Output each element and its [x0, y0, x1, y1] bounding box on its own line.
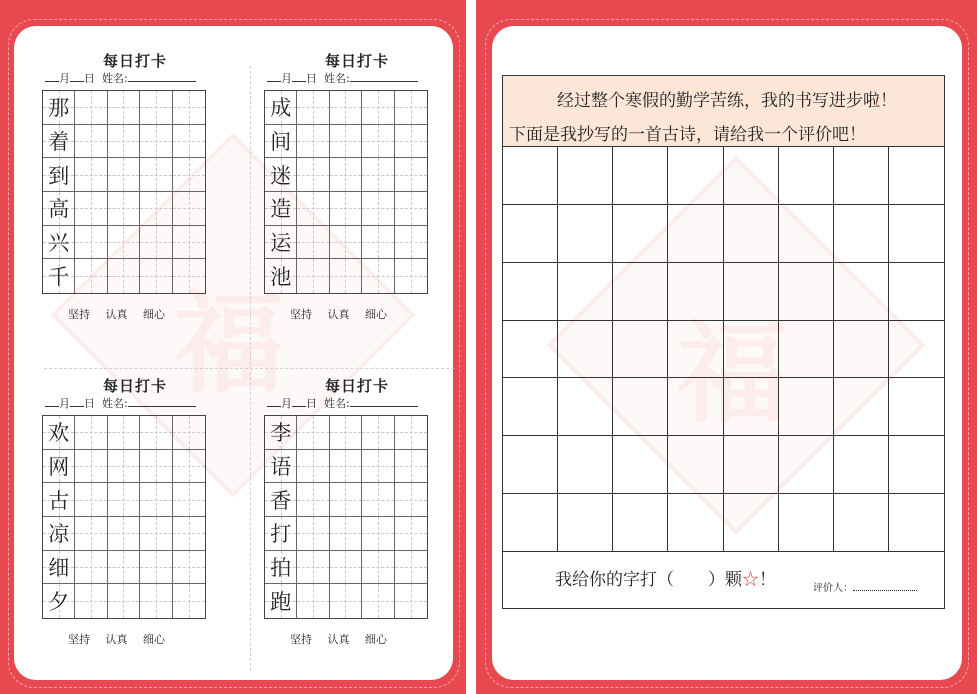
grid-cell[interactable]: [503, 494, 558, 552]
model-character: 细: [48, 555, 70, 580]
grid-cell[interactable]: [724, 321, 779, 379]
model-character: 打: [270, 522, 292, 547]
sheet-title: 每日打卡: [324, 52, 389, 70]
grid-cell[interactable]: [140, 551, 172, 585]
grid-cell[interactable]: [834, 321, 889, 379]
grid-cell[interactable]: [173, 91, 205, 125]
grid-cell[interactable]: [75, 125, 107, 159]
date-name-line: [45, 70, 196, 86]
rating-prefix: 我给你的字打（ ）颗: [555, 570, 742, 590]
reviewer-blank[interactable]: [853, 582, 917, 591]
model-character: 间: [270, 129, 292, 154]
grid-cell[interactable]: [779, 263, 834, 321]
grid-cell[interactable]: [362, 551, 394, 585]
motto: 坚持 认真 细心: [290, 633, 387, 646]
day-blank[interactable]: [70, 396, 84, 407]
month-label: 月: [281, 72, 292, 85]
day-label: 日: [84, 397, 95, 410]
motto: 坚持 认真 细心: [68, 633, 165, 646]
grid-cell[interactable]: [558, 378, 613, 436]
grid-cell[interactable]: [140, 158, 172, 192]
grid-cell[interactable]: [558, 263, 613, 321]
grid-cell: [43, 259, 75, 293]
grid-cell[interactable]: [330, 91, 362, 125]
grid-cell[interactable]: [834, 147, 889, 205]
grid-cell: [43, 192, 75, 226]
grid-cell[interactable]: [140, 125, 172, 159]
grid-cell[interactable]: [668, 147, 723, 205]
grid-cell[interactable]: [173, 584, 205, 618]
grid-cell[interactable]: [330, 483, 362, 517]
tianzige-grid: [264, 415, 428, 619]
grid-cell[interactable]: [503, 378, 558, 436]
grid-cell[interactable]: [330, 517, 362, 551]
model-character: 古: [48, 488, 70, 513]
grid-cell[interactable]: [558, 321, 613, 379]
day-blank[interactable]: [292, 396, 306, 407]
grid-cell: [265, 416, 297, 450]
grid-cell[interactable]: [889, 321, 944, 379]
grid-cell[interactable]: [362, 259, 394, 293]
grid-cell[interactable]: [724, 378, 779, 436]
grid-cell: [43, 517, 75, 551]
rating-text: [555, 565, 776, 590]
reviewer-field[interactable]: [813, 579, 917, 594]
grid-cell[interactable]: [724, 205, 779, 263]
model-character: 成: [270, 96, 292, 121]
model-character: 那: [48, 96, 70, 121]
grid-cell[interactable]: [362, 91, 394, 125]
date-name-line: [267, 70, 418, 86]
grid-cell[interactable]: [173, 551, 205, 585]
month-blank[interactable]: [45, 396, 59, 407]
grid-cell[interactable]: [173, 192, 205, 226]
grid-cell: [265, 584, 297, 618]
grid-cell[interactable]: [395, 416, 427, 450]
grid-cell[interactable]: [75, 450, 107, 484]
grid-cell[interactable]: [75, 192, 107, 226]
grid-cell: [265, 158, 297, 192]
model-character: 拍: [270, 555, 292, 580]
grid-cell[interactable]: [613, 321, 668, 379]
month-blank[interactable]: [267, 396, 281, 407]
grid-cell[interactable]: [395, 483, 427, 517]
grid-cell[interactable]: [558, 147, 613, 205]
grid-cell[interactable]: [613, 436, 668, 494]
grid-cell[interactable]: [503, 436, 558, 494]
name-label: 姓名:: [324, 72, 350, 85]
model-character: 千: [48, 265, 70, 290]
day-label: 日: [306, 72, 317, 85]
grid-cell[interactable]: [889, 378, 944, 436]
grid-cell[interactable]: [108, 259, 140, 293]
grid-cell[interactable]: [173, 483, 205, 517]
grid-cell[interactable]: [613, 205, 668, 263]
grid-cell[interactable]: [75, 551, 107, 585]
grid-cell[interactable]: [779, 436, 834, 494]
grid-cell[interactable]: [668, 263, 723, 321]
day-blank[interactable]: [292, 71, 306, 82]
grid-cell[interactable]: [297, 517, 329, 551]
name-label: 姓名:: [102, 72, 128, 85]
grid-cell[interactable]: [503, 263, 558, 321]
grid-cell[interactable]: [362, 192, 394, 226]
grid-cell[interactable]: [613, 147, 668, 205]
grid-cell[interactable]: [108, 551, 140, 585]
grid-cell[interactable]: [297, 192, 329, 226]
grid-cell[interactable]: [75, 158, 107, 192]
grid-cell[interactable]: [330, 450, 362, 484]
grid-cell[interactable]: [173, 450, 205, 484]
name-blank[interactable]: [350, 71, 418, 82]
composition-box: [502, 75, 945, 609]
grid-cell[interactable]: [297, 259, 329, 293]
fu-watermark-glyph: 福: [174, 279, 284, 408]
grid-cell[interactable]: [75, 91, 107, 125]
grid-cell[interactable]: [140, 192, 172, 226]
grid-cell[interactable]: [297, 450, 329, 484]
tianzige-grid: [42, 90, 206, 294]
grid-cell[interactable]: [668, 494, 723, 552]
grid-cell: [43, 125, 75, 159]
model-character: 跑: [270, 590, 292, 615]
model-character: 香: [270, 488, 292, 513]
grid-cell[interactable]: [362, 125, 394, 159]
model-character: 李: [270, 421, 292, 446]
grid-cell[interactable]: [173, 125, 205, 159]
grid-cell[interactable]: [503, 321, 558, 379]
grid-cell[interactable]: [779, 494, 834, 552]
grid-cell[interactable]: [395, 450, 427, 484]
grid-cell[interactable]: [834, 436, 889, 494]
grid-cell: [265, 517, 297, 551]
grid-cell[interactable]: [75, 517, 107, 551]
model-character: 夕: [48, 590, 70, 615]
grid-cell[interactable]: [297, 125, 329, 159]
month-label: 月: [59, 72, 70, 85]
motto: 坚持 认真 细心: [290, 308, 387, 321]
grid-cell: [43, 91, 75, 125]
month-blank[interactable]: [267, 71, 281, 82]
grid-cell[interactable]: [362, 416, 394, 450]
model-character: 高: [48, 197, 70, 222]
grid-cell: [43, 551, 75, 585]
grid-cell[interactable]: [395, 551, 427, 585]
model-character: 语: [270, 454, 292, 479]
model-character: 运: [270, 230, 292, 255]
grid-cell[interactable]: [668, 378, 723, 436]
model-character: 到: [48, 163, 70, 188]
grid-cell[interactable]: [297, 584, 329, 618]
grid-cell[interactable]: [297, 226, 329, 260]
grid-cell[interactable]: [395, 517, 427, 551]
date-name-line: [267, 395, 418, 411]
grid-cell[interactable]: [668, 205, 723, 263]
grid-cell[interactable]: [75, 226, 107, 260]
tianzige-grid: [42, 415, 206, 619]
grid-cell[interactable]: [173, 158, 205, 192]
grid-cell[interactable]: [395, 125, 427, 159]
model-character: 欢: [48, 421, 70, 446]
name-label: 姓名:: [102, 397, 128, 410]
grid-cell[interactable]: [173, 416, 205, 450]
grid-cell[interactable]: [108, 416, 140, 450]
grid-cell[interactable]: [613, 378, 668, 436]
grid-cell: [43, 450, 75, 484]
grid-cell[interactable]: [613, 494, 668, 552]
writing-grid: [503, 147, 944, 552]
grid-cell: [43, 416, 75, 450]
composition-header: [503, 76, 944, 147]
sheet-title: 每日打卡: [102, 377, 167, 395]
grid-cell[interactable]: [834, 205, 889, 263]
sheet-title: 每日打卡: [102, 52, 167, 70]
name-blank[interactable]: [128, 396, 196, 407]
grid-cell[interactable]: [140, 91, 172, 125]
day-blank[interactable]: [70, 71, 84, 82]
grid-cell[interactable]: [362, 226, 394, 260]
model-character: 迷: [270, 163, 292, 188]
grid-cell[interactable]: [330, 551, 362, 585]
grid-cell[interactable]: [362, 450, 394, 484]
name-blank[interactable]: [128, 71, 196, 82]
grid-cell[interactable]: [140, 517, 172, 551]
month-label: 月: [59, 397, 70, 410]
model-character: 造: [270, 197, 292, 222]
grid-cell: [265, 450, 297, 484]
grid-cell[interactable]: [297, 416, 329, 450]
grid-cell[interactable]: [834, 494, 889, 552]
grid-cell[interactable]: [362, 584, 394, 618]
grid-cell[interactable]: [395, 226, 427, 260]
grid-cell[interactable]: [558, 205, 613, 263]
month-label: 月: [281, 397, 292, 410]
grid-cell[interactable]: [108, 158, 140, 192]
grid-cell[interactable]: [724, 263, 779, 321]
grid-cell[interactable]: [108, 125, 140, 159]
model-character: 兴: [48, 230, 70, 255]
grid-cell[interactable]: [330, 158, 362, 192]
grid-cell[interactable]: [140, 483, 172, 517]
grid-cell[interactable]: [395, 91, 427, 125]
grid-cell[interactable]: [140, 226, 172, 260]
grid-cell: [265, 483, 297, 517]
grid-cell[interactable]: [140, 416, 172, 450]
header-line-1: 经过整个寒假的勤学苦练，我的书写进步啦！: [557, 91, 897, 111]
grid-cell: [43, 158, 75, 192]
grid-cell[interactable]: [558, 494, 613, 552]
day-label: 日: [306, 397, 317, 410]
grid-cell[interactable]: [779, 378, 834, 436]
grid-cell[interactable]: [140, 584, 172, 618]
model-character: 网: [48, 454, 70, 479]
grid-cell[interactable]: [75, 584, 107, 618]
grid-cell: [265, 192, 297, 226]
grid-cell[interactable]: [330, 192, 362, 226]
grid-cell[interactable]: [613, 263, 668, 321]
date-name-line: [45, 395, 196, 411]
grid-cell[interactable]: [889, 205, 944, 263]
grid-cell[interactable]: [108, 192, 140, 226]
fu-watermark-glyph: 福: [677, 309, 787, 438]
grid-cell: [265, 259, 297, 293]
grid-cell: [265, 91, 297, 125]
grid-cell[interactable]: [330, 416, 362, 450]
grid-cell[interactable]: [834, 378, 889, 436]
grid-cell[interactable]: [297, 158, 329, 192]
grid-cell[interactable]: [724, 494, 779, 552]
grid-cell[interactable]: [362, 483, 394, 517]
grid-cell[interactable]: [362, 158, 394, 192]
motto: 坚持 认真 细心: [68, 308, 165, 321]
header-line-2: 下面是我抄写的一首古诗，请给我一个评价吧！: [509, 125, 866, 145]
grid-cell[interactable]: [108, 450, 140, 484]
model-character: 着: [48, 129, 70, 154]
grid-cell[interactable]: [75, 483, 107, 517]
grid-cell: [43, 226, 75, 260]
grid-cell[interactable]: [668, 436, 723, 494]
sheet-title: 每日打卡: [324, 377, 389, 395]
grid-cell[interactable]: [330, 125, 362, 159]
grid-cell: [265, 551, 297, 585]
grid-cell[interactable]: [108, 91, 140, 125]
grid-cell[interactable]: [330, 226, 362, 260]
grid-cell[interactable]: [297, 483, 329, 517]
grid-cell[interactable]: [173, 517, 205, 551]
day-label: 日: [84, 72, 95, 85]
fold-line-horizontal: [44, 368, 454, 369]
grid-cell: [43, 584, 75, 618]
grid-cell[interactable]: [395, 584, 427, 618]
grid-cell[interactable]: [173, 226, 205, 260]
grid-cell[interactable]: [108, 483, 140, 517]
grid-cell[interactable]: [834, 263, 889, 321]
grid-cell[interactable]: [889, 263, 944, 321]
grid-cell[interactable]: [889, 436, 944, 494]
grid-cell[interactable]: [724, 436, 779, 494]
grid-cell[interactable]: [395, 259, 427, 293]
grid-cell[interactable]: [724, 147, 779, 205]
grid-cell[interactable]: [75, 259, 107, 293]
grid-cell[interactable]: [889, 494, 944, 552]
grid-cell[interactable]: [173, 259, 205, 293]
grid-cell[interactable]: [395, 158, 427, 192]
grid-cell[interactable]: [779, 147, 834, 205]
grid-cell[interactable]: [503, 205, 558, 263]
grid-cell[interactable]: [108, 226, 140, 260]
star-icon: ☆: [742, 570, 759, 590]
grid-cell[interactable]: [297, 91, 329, 125]
model-character: 池: [270, 265, 292, 290]
rating-row: [503, 552, 944, 608]
grid-cell[interactable]: [108, 584, 140, 618]
grid-cell[interactable]: [140, 450, 172, 484]
grid-cell[interactable]: [668, 321, 723, 379]
grid-cell[interactable]: [140, 259, 172, 293]
grid-cell[interactable]: [779, 321, 834, 379]
tianzige-grid: [264, 90, 428, 294]
grid-cell[interactable]: [558, 436, 613, 494]
grid-cell[interactable]: [503, 147, 558, 205]
model-character: 凉: [48, 522, 70, 547]
grid-cell[interactable]: [779, 205, 834, 263]
grid-cell: [265, 125, 297, 159]
grid-cell: [43, 483, 75, 517]
name-blank[interactable]: [350, 396, 418, 407]
grid-cell[interactable]: [362, 517, 394, 551]
grid-cell[interactable]: [108, 517, 140, 551]
rating-suffix: ！: [759, 570, 776, 590]
grid-cell[interactable]: [330, 259, 362, 293]
grid-cell: [265, 226, 297, 260]
month-blank[interactable]: [45, 71, 59, 82]
grid-cell[interactable]: [889, 147, 944, 205]
name-label: 姓名:: [324, 397, 350, 410]
reviewer-label: 评价人：: [813, 583, 853, 594]
grid-cell[interactable]: [395, 192, 427, 226]
grid-cell[interactable]: [75, 416, 107, 450]
grid-cell[interactable]: [330, 584, 362, 618]
grid-cell[interactable]: [297, 551, 329, 585]
